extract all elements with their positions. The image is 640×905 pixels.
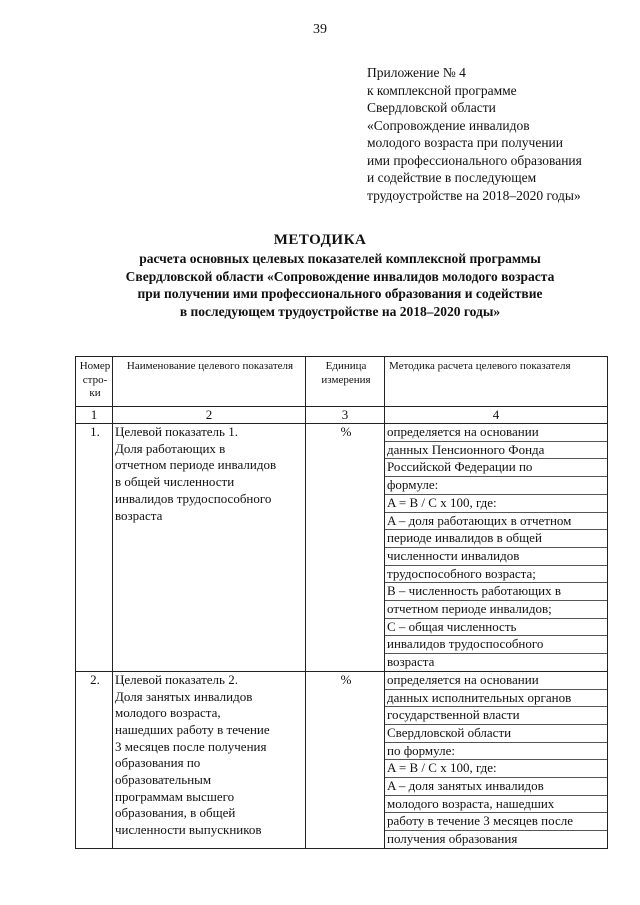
method-line: государственной власти xyxy=(385,707,607,725)
method-cell xyxy=(385,424,608,672)
appendix-line: Свердловской области xyxy=(367,100,496,115)
indicator-line: программам высшего xyxy=(115,788,235,804)
method-line: инвалидов трудоспособного xyxy=(385,636,607,654)
indicator-line: возраста xyxy=(115,507,163,523)
indicator-line: инвалидов трудоспособного xyxy=(115,490,272,506)
method-line: Свердловской области xyxy=(385,725,607,743)
row-number: 1. xyxy=(76,424,113,672)
row-number: 2. xyxy=(76,671,113,848)
method-line: A – доля работающих в отчетном xyxy=(385,513,607,531)
subtitle-line: при получении ими профессионального образования и содействие xyxy=(137,286,543,301)
method-line: формуле: xyxy=(385,477,607,495)
method-line: B – численность работающих в xyxy=(385,583,607,601)
indicator-name xyxy=(113,424,306,672)
appendix-note xyxy=(367,64,637,204)
method-line: A = B / C x 100, где: xyxy=(385,495,607,513)
table-row xyxy=(76,671,608,848)
column-number: 2 xyxy=(113,407,306,424)
subtitle-line: расчета основных целевых показателей комплексной программы xyxy=(139,251,541,266)
indicator-line: Доля работающих в xyxy=(115,440,226,456)
method-line: определяется на основании xyxy=(385,672,607,690)
column-numbers-row xyxy=(76,407,608,424)
appendix-line: ими профессионального образования xyxy=(367,152,582,168)
method-line: A = B / C x 100, где: xyxy=(385,760,607,778)
method-line: получения образования xyxy=(387,831,518,847)
table-header-row xyxy=(76,357,608,407)
header-unit: Единица измерения xyxy=(306,357,385,407)
methodology-table xyxy=(75,356,608,849)
indicator-line: молодого возраста, xyxy=(115,705,221,721)
method-line: отчетном периоде инвалидов; xyxy=(385,601,607,619)
method-line: работу в течение 3 месяцев после xyxy=(385,813,607,831)
subtitle-line: Свердловской области «Сопровождение инвалидов молодого возраста xyxy=(125,268,555,284)
appendix-line: «Сопровождение инвалидов xyxy=(367,117,530,133)
method-line: по формуле: xyxy=(385,743,607,761)
method-line: A – доля занятых инвалидов xyxy=(385,778,607,796)
indicator-line: численности выпускников xyxy=(115,822,262,838)
indicator-line: образования по xyxy=(115,755,201,771)
appendix-line: к комплексной программе xyxy=(367,82,517,98)
header-indicator-name: Наименование целевого показателя xyxy=(113,357,306,407)
document-title: МЕТОДИКА xyxy=(273,232,367,248)
indicator-line: Целевой показатель 1. xyxy=(115,424,238,439)
indicator-line: образовательным xyxy=(115,772,212,788)
table-row xyxy=(76,424,608,672)
unit-cell: % xyxy=(306,671,385,848)
method-line: численности инвалидов xyxy=(385,548,607,566)
method-line: возраста xyxy=(387,654,435,670)
column-number: 3 xyxy=(306,407,385,424)
appendix-line: трудоустройстве на 2018–2020 годы» xyxy=(367,187,581,203)
indicator-line: в общей численности xyxy=(115,474,235,490)
indicator-line: образования, в общей xyxy=(115,805,236,821)
method-line: определяется на основании xyxy=(385,424,607,442)
indicator-line: Целевой показатель 2. xyxy=(115,671,238,687)
appendix-line: Приложение № 4 xyxy=(367,65,466,80)
appendix-line: молодого возраста при получении xyxy=(367,135,564,150)
document-subtitle xyxy=(40,250,640,320)
method-line: данных исполнительных органов xyxy=(385,690,607,708)
subtitle-line: в последующем трудоустройстве на 2018–2020 годы» xyxy=(179,303,501,319)
indicator-line: отчетном периоде инвалидов xyxy=(115,457,277,473)
method-line: трудоспособного возраста; xyxy=(385,566,607,584)
indicator-name xyxy=(113,671,306,848)
method-line: молодого возраста, нашедших xyxy=(385,796,607,814)
method-line: данных Пенсионного Фонда xyxy=(385,442,607,460)
method-cell xyxy=(385,671,608,848)
method-line: C – общая численность xyxy=(385,619,607,637)
method-line: периоде инвалидов в общей xyxy=(385,530,607,548)
indicator-line: нашедших работу в течение xyxy=(115,721,270,737)
indicator-line: 3 месяцев после получения xyxy=(115,738,267,754)
unit-cell: % xyxy=(306,424,385,672)
column-number: 4 xyxy=(385,407,608,424)
page-number: 39 xyxy=(313,22,327,37)
column-number: 1 xyxy=(76,407,113,424)
method-line: Российской Федерации по xyxy=(385,459,607,477)
indicator-line: Доля занятых инвалидов xyxy=(115,688,253,704)
header-method: Методика расчета целевого показателя xyxy=(385,357,608,407)
header-row-number: Номер стро-ки xyxy=(76,357,113,407)
appendix-line: и содействие в последующем xyxy=(367,170,537,185)
